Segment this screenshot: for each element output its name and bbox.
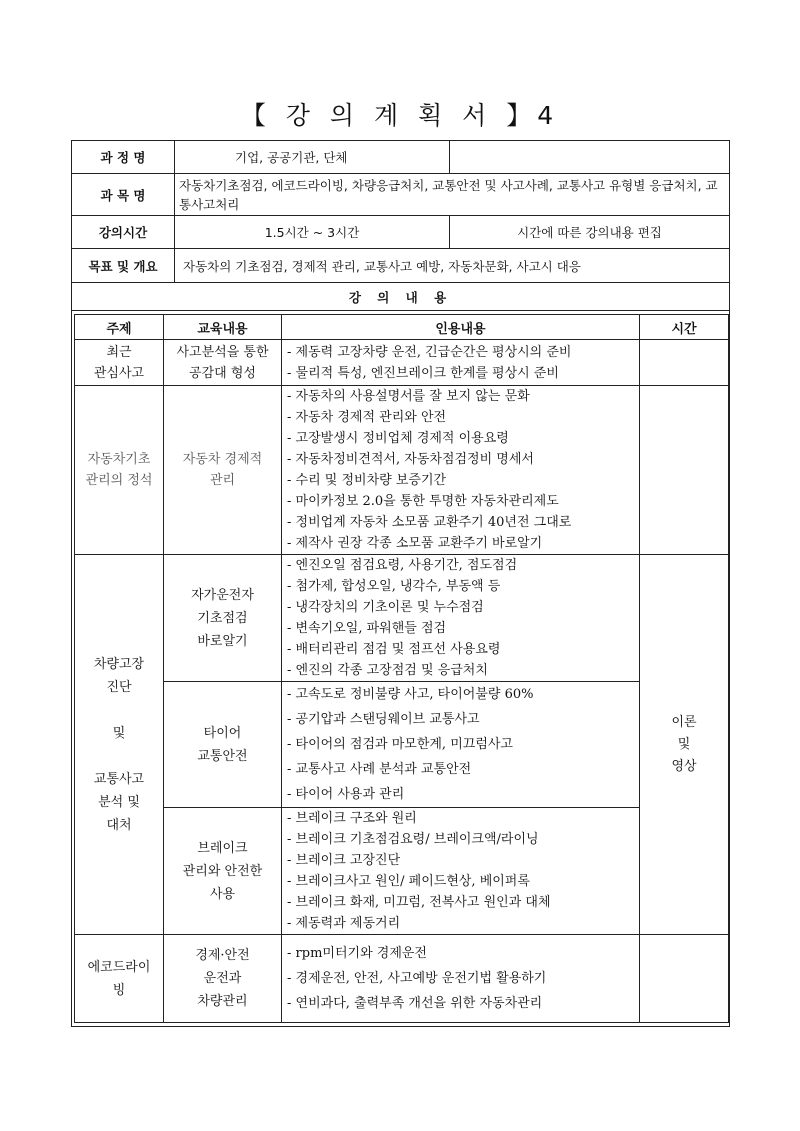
document-title: 【 강 의 계 획 서 】4 [240,101,560,130]
education-line: 관리 [209,473,236,488]
time-line: 및 [677,736,691,752]
topic-line: 빙 [112,982,126,998]
detail-cell [282,386,640,555]
detail-cell [282,555,640,682]
subject-label: 과 목 명 [72,174,175,216]
detail-cell [282,682,640,808]
education-cell [164,386,282,555]
list-item: - 경제운전, 안전, 사고예방 운전기법 활용하기 [287,966,639,991]
topic-cell [75,555,164,935]
list-item: - 변속기오일, 파워핸들 점검 [287,618,639,639]
list-item: - 제동력과 제동거리 [287,913,639,934]
list-item: - 브레이크사고 원인/ 페이드현상, 베이퍼록 [287,871,639,892]
education-line: 자가운전자 [191,587,254,603]
education-line: 타이어 [203,725,242,741]
list-item: - 물리적 특성, 엔진브레이크 한계를 평상시 준비 [287,363,639,384]
detail-cell [282,340,640,386]
header-detail: 인용내용 [282,315,640,340]
course-value: 기업, 공공기관, 단체 [175,141,450,174]
topic-line: 차량고장 [93,656,145,672]
time-label: 강의시간 [72,216,175,249]
list-item: - 엔진의 각종 고장점검 및 응급처치 [287,660,639,681]
list-item: - 교통사고 사례 분석과 교통안전 [287,757,639,782]
header-education: 교육내용 [164,315,282,340]
topic-line: 및 [112,725,126,741]
subject-value: 자동차기초점검, 에코드라이빙, 차량응급처치, 교통안전 및 사고사례, 교통사고 유형별 응급처치, 교통사고처리 [175,174,730,216]
list-item: - 고속도로 정비불량 사고, 타이어불량 60% [287,682,639,707]
education-cell [164,682,282,808]
content-wrap [72,311,730,1027]
course-empty-cell [450,141,730,174]
topic-line: 자동차기초 [87,452,151,467]
topic-spacer [75,699,163,722]
education-cell [164,555,282,682]
education-line: 공감대 형성 [189,365,256,381]
topic-cell [75,386,164,555]
time-line: 영상 [671,758,697,774]
time-cell-empty [640,935,729,1023]
topic-spacer [75,745,163,768]
list-item: - rpm미터기와 경제운전 [287,941,639,966]
detail-cell [282,808,640,935]
time-value: 1.5시간 ~ 3시간 [175,216,450,249]
list-item: - 제동력 고장차량 운전, 긴급순간은 평상시의 준비 [287,342,639,363]
goal-label: 목표 및 개요 [72,249,175,283]
education-line: 자동차 경제적 [182,452,263,467]
list-item: - 엔진오일 점검요령, 사용기간, 점도점검 [287,555,639,576]
list-item: - 수리 및 정비차량 보증기간 [287,470,639,491]
education-line: 기초점검 [197,610,248,626]
topic-line: 교통사고 [93,771,145,787]
education-cell [164,935,282,1023]
topic-line: 분석 및 [98,794,140,810]
list-item: - 공기압과 스탠딩웨이브 교통사고 [287,707,639,732]
education-cell [164,808,282,935]
topic-line: 에코드라이 [87,959,151,975]
list-item: - 마이카정보 2.0을 통한 투명한 자동차관리제도 [287,491,639,512]
list-item: - 브레이크 구조와 원리 [287,808,639,829]
education-line: 사용 [209,886,236,902]
list-item: - 배터리관리 점검 및 점프선 사용요령 [287,639,639,660]
list-item: - 자동차 경제적 관리와 안전 [287,407,639,428]
list-item: - 브레이크 화재, 미끄럼, 전복사고 원인과 대체 [287,892,639,913]
detail-cell [282,935,640,1023]
plan-table [71,140,730,1027]
time-note: 시간에 따른 강의내용 편집 [450,216,730,249]
list-item: - 첨가제, 합성오일, 냉각수, 부동액 등 [287,576,639,597]
section-title: 강 의 내 용 [72,283,730,311]
list-item: - 브레이크 고장진단 [287,850,639,871]
time-cell [640,555,729,935]
education-line: 차량관리 [197,994,248,1009]
education-line: 운전과 [203,971,242,986]
list-item: - 제작사 권장 각종 소모품 교환주기 바로알기 [287,533,639,554]
course-label: 과 정 명 [72,141,175,174]
topic-line: 대처 [106,817,132,833]
education-line: 관리와 안전한 [182,863,263,879]
time-cell-empty [640,386,729,555]
education-line: 경제·안전 [195,948,250,963]
goal-value: 자동차의 기초점검, 경제적 관리, 교통사고 예방, 자동차문화, 사고시 대응 [175,249,730,283]
list-item: - 타이어 사용과 관리 [287,782,639,807]
topic-line: 진단 [106,679,132,695]
list-item: - 정비업계 자동차 소모품 교환주기 40년전 그대로 [287,512,639,533]
list-item: - 브레이크 기초점검요령/ 브레이크액/라이닝 [287,829,639,850]
list-item: - 고장발생시 정비업체 경제적 이용요령 [287,428,639,449]
education-cell [164,340,282,386]
list-item: - 냉각장치의 기초이론 및 누수점검 [287,597,639,618]
list-item: - 자동차정비견적서, 자동차점검정비 명세서 [287,449,639,470]
topic-cell [75,935,164,1023]
list-item: - 자동차의 사용설명서를 잘 보지 않는 문화 [287,386,639,407]
topic-line: 관리의 정석 [85,473,153,488]
topic-line: 관심사고 [93,365,145,381]
education-line: 사고분석을 통한 [176,344,269,360]
time-line: 이론 [671,714,697,730]
education-line: 브레이크 [197,840,248,856]
time-cell-empty [640,340,729,386]
list-item: - 타이어의 점검과 마모한계, 미끄럼사고 [287,732,639,757]
header-time: 시간 [640,315,729,340]
education-line: 교통안전 [197,748,248,764]
topic-cell [75,340,164,386]
header-topic: 주제 [75,315,164,340]
topic-line: 최근 [106,344,132,360]
list-item: - 연비과다, 출력부족 개선을 위한 자동차관리 [287,991,639,1016]
content-table [74,314,729,1023]
education-line: 바로알기 [197,633,248,649]
